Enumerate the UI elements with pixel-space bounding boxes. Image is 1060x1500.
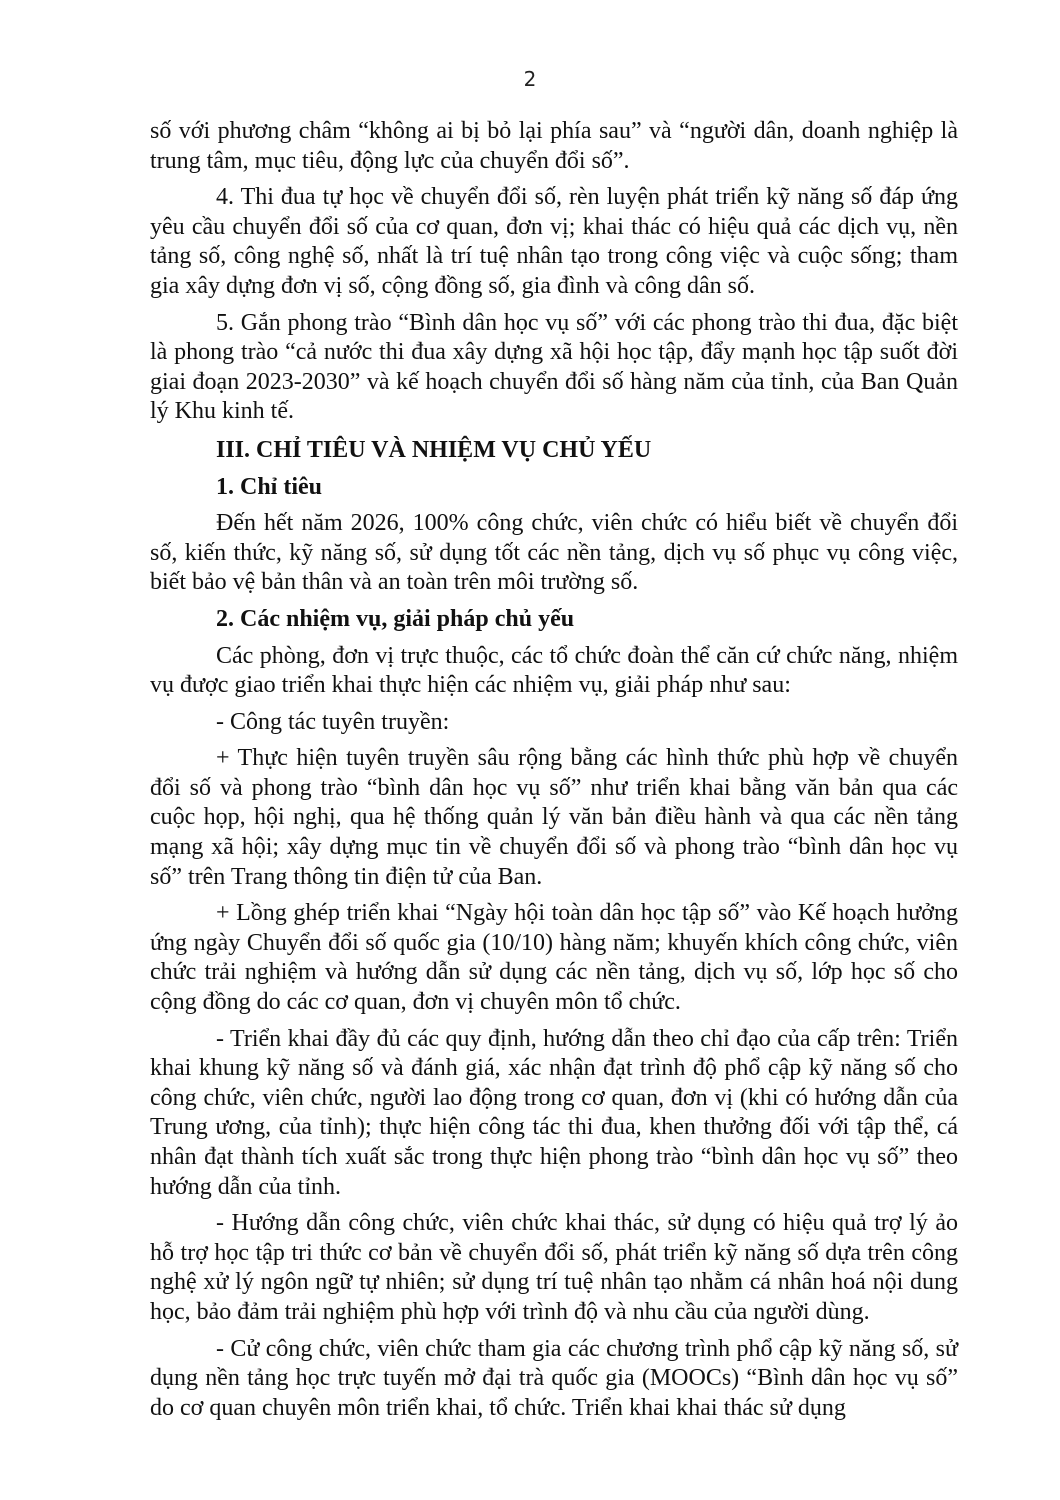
page-number: 2 — [523, 67, 537, 91]
paragraph-targets: Đến hết năm 2026, 100% công chức, viên chức có hiểu biết về chuyển đổi số, kiến thức, kỹ năng số, sử dụng tốt các nền tảng, dịch vụ số phục vụ công việc, biết bảo vệ bản thân và an toàn trên môi trường số. — [150, 510, 958, 596]
paragraph-propaganda-b: + Lồng ghép triển khai “Ngày hội toàn dân học tập số” vào Kế hoạch hưởng ứng ngày Chuyển đổi số quốc gia (10/10) hàng năm; khuyến khích công chức, viên chức trải nghiệm và hướng dẫn sử dụng các nền tảng, dịch vụ số, lớp học số cho cộng đồng do các cơ quan, đơn vị chuyên môn tổ chức. — [150, 900, 958, 1016]
subheading-targets: 1. Chỉ tiêu — [216, 473, 323, 500]
paragraph-tasks-intro: Các phòng, đơn vị trực thuộc, các tổ chức đoàn thể căn cứ chức năng, nhiệm vụ được giao triển khai thực hiện các nhiệm vụ, giải pháp như sau: — [150, 642, 958, 699]
paragraph-moocs: - Cử công chức, viên chức tham gia các chương trình phổ cập kỹ năng số, sử dụng nền tảng học trực tuyến mở đại trà quốc gia (MOOCs) “Bình dân học vụ số” do cơ quan chuyên môn triển khai, tổ chức. Triển khai khai thác sử dụng — [150, 1335, 958, 1421]
paragraph-virtual-assistant: - Hướng dẫn công chức, viên chức khai thác, sử dụng có hiệu quả trợ lý ảo hỗ trợ học tập tri thức cơ bản về chuyển đổi số, phát triển kỹ năng số dựa trên công nghệ xử lý ngôn ngữ tự nhiên; sử dụng trí tuệ nhân tạo nhằm cá nhân hoá nội dung học, bảo đảm trải nghiệm phù hợp với trình độ và nhu cầu của người dùng. — [150, 1210, 958, 1325]
paragraph-intro-continuation: số với phương châm “không ai bị bỏ lại phía sau” và “người dân, doanh nghiệp là trung tâm, mục tiêu, động lực của chuyển đổi số”. — [150, 118, 958, 174]
section-heading-iii: III. CHỈ TIÊU VÀ NHIỆM VỤ CHỦ YẾU — [216, 436, 652, 463]
paragraph-item-5: 5. Gắn phong trào “Bình dân học vụ số” với các phong trào thi đua, đặc biệt là phong trào “cả nước thi đua xây dựng xã hội học tập, đẩy mạnh học tập suốt đời giai đoạn 2023-2030” và kế hoạch chuyển đổi số hàng năm của tỉnh, của Ban Quản lý Khu kinh tế. — [150, 309, 958, 425]
document-body — [150, 117, 958, 1423]
subheading-tasks: 2. Các nhiệm vụ, giải pháp chủ yếu — [216, 605, 575, 632]
paragraph-regulations: - Triển khai đầy đủ các quy định, hướng dẫn theo chỉ đạo của cấp trên: Triển khai khung kỹ năng số và đánh giá, xác nhận đạt trình độ phổ cập kỹ năng số cho công chức, viên chức, người lao động trong cơ quan, đơn vị (khi có hướng dẫn của Trung ương, của tỉnh); thực hiện công tác thi đua, khen thưởng đối với tập thể, cá nhân đạt thành tích xuất sắc trong thực hiện phong trào “bình dân học vụ số” theo hướng dẫn của tỉnh. — [150, 1025, 958, 1200]
paragraph-item-4: 4. Thi đua tự học về chuyển đổi số, rèn luyện phát triển kỹ năng số đáp ứng yêu cầu chuyển đổi số của cơ quan, đơn vị; khai thác có hiệu quả các dịch vụ, nền tảng số, công nghệ số, nhất là trí tuệ nhân tạo trong công việc và cuộc sống; tham gia xây dựng đơn vị số, cộng đồng số, gia đình và công dân số. — [150, 184, 958, 299]
paragraph-propaganda: - Công tác tuyên truyền: — [216, 708, 450, 735]
paragraph-propaganda-a: + Thực hiện tuyên truyền sâu rộng bằng các hình thức phù hợp về chuyển đổi số và phong trào “bình dân học vụ số” như triển khai bằng văn bản qua các cuộc họp, hội nghị, qua hệ thống quản lý văn bản điều hành và qua các nền tảng mạng xã hội; xây dựng mục tin về chuyển đổi số và phong trào “bình dân học vụ số” trên Trang thông tin điện tử của Ban. — [150, 745, 958, 890]
